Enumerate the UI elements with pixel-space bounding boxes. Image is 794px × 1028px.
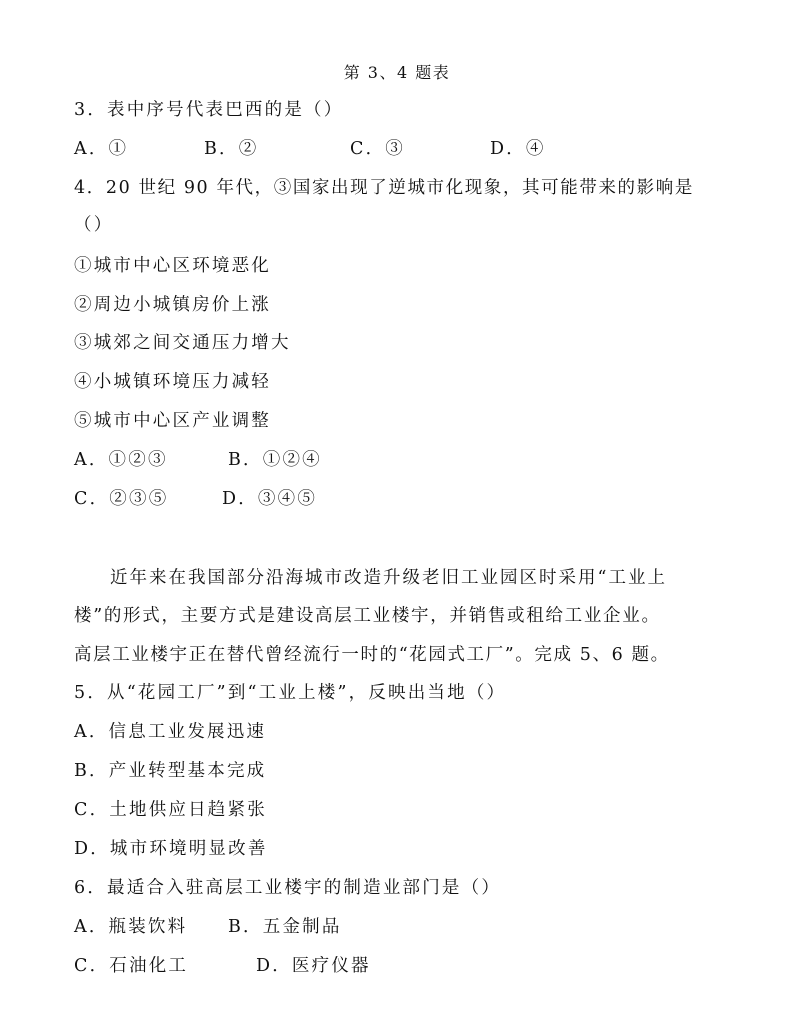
question-6-stem: 6．最适合入驻高层工业楼宇的制造业部门是（） <box>74 878 502 898</box>
question-4-stem-line-1: 4．20 世纪 90 年代，③国家出现了逆城市化现象，其可能带来的影响是 <box>74 178 694 198</box>
question-6-option-c: C．石油化工 <box>74 956 189 976</box>
passage-line-3: 高层工业楼宇正在替代曾经流行一时的“花园式工厂”。完成 5、6 题。 <box>74 645 670 665</box>
question-3-option-c: C．③ <box>350 139 405 159</box>
question-4-item-1: ①城市中心区环境恶化 <box>74 256 271 276</box>
question-5-option-d: D．城市环境明显改善 <box>74 839 268 859</box>
table-caption: 第 3、4 题表 <box>343 63 451 82</box>
question-4-item-3: ③城郊之间交通压力增大 <box>74 333 291 353</box>
question-4-item-2: ②周边小城镇房价上涨 <box>74 295 271 315</box>
question-3-option-a: A．① <box>74 139 129 159</box>
question-5-option-b: B．产业转型基本完成 <box>74 761 267 781</box>
question-4-option-d: D．③④⑤ <box>222 489 318 509</box>
question-4-item-4: ④小城镇环境压力减轻 <box>74 372 271 392</box>
question-3-stem: 3．表中序号代表巴西的是（） <box>74 100 344 120</box>
question-6-option-d: D．医疗仪器 <box>256 956 371 976</box>
question-5-option-a: A．信息工业发展迅速 <box>74 722 267 742</box>
question-4-stem-line-2: （） <box>74 215 114 235</box>
question-4-option-c: C．②③⑤ <box>74 489 169 509</box>
question-6-option-a: A．瓶装饮料 <box>74 917 188 937</box>
question-6-option-b: B．五金制品 <box>228 917 342 937</box>
passage-line-2: 楼”的形式，主要方式是建设高层工业楼宇，并销售或租给工业企业。 <box>74 606 661 626</box>
question-5-option-c: C．土地供应日趋紧张 <box>74 800 267 820</box>
passage-line-1: 近年来在我国部分沿海城市改造升级老旧工业园区时采用“工业上 <box>110 568 667 588</box>
question-3-option-d: D．④ <box>490 139 546 159</box>
question-4-option-a: A．①②③ <box>74 450 168 470</box>
question-4-option-b: B．①②④ <box>228 450 322 470</box>
question-3-option-b: B．② <box>204 139 259 159</box>
question-4-item-5: ⑤城市中心区产业调整 <box>74 411 271 431</box>
question-5-stem: 5．从“花园工厂”到“工业上楼”，反映出当地（） <box>74 683 507 703</box>
